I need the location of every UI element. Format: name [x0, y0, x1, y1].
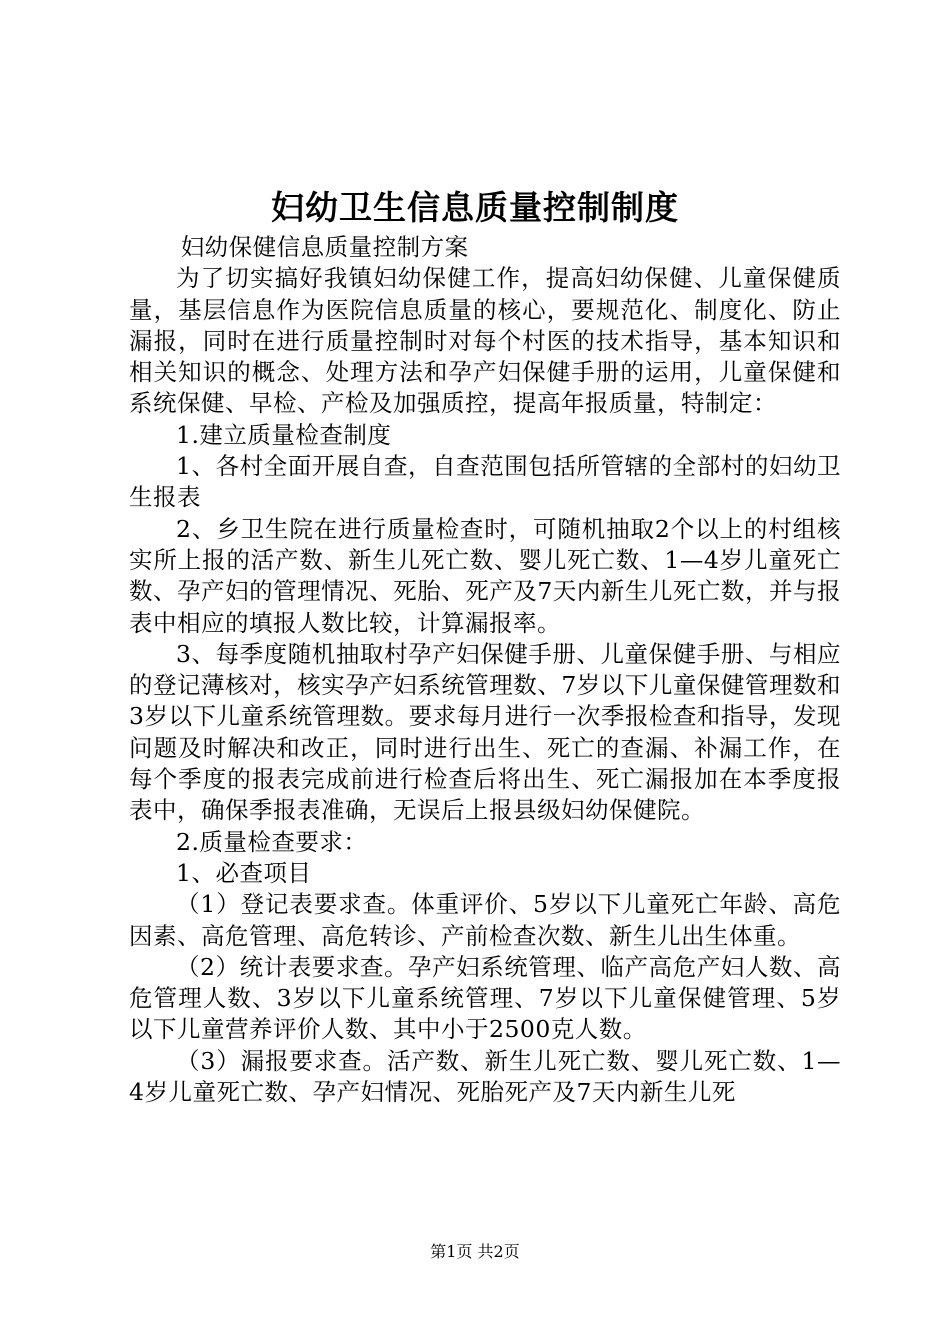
paragraph-required-items: 1、必查项目 [176, 858, 312, 887]
page-number: 第1页 共2页 [430, 1242, 520, 1261]
paragraph-item-3: 3、每季度随机抽取村孕产妇保健手册、儿童保健手册、与相应的登记薄核对，核实孕产妇系统管理数、7岁以下儿童保健管理数和3岁以下儿童系统管理数。要求每月进行一次季报检查和指导，发现问题及时解决和改正，同时进行出生、死亡的查漏、补漏工作，在每个季度的报表完成前进行检查后将出生、死亡漏报加在本季度报表中，确保季报表准确，无误后上报县级妇幼保健院。 [129, 639, 841, 825]
paragraph-item-2: 2、乡卫生院在进行质量检查时，可随机抽取2个以上的村组核实所上报的活产数、新生儿死亡数、婴儿死亡数、1—4岁儿童死亡数、孕产妇的管理情况、死胎、死产及7天内新生儿死亡数，并与报表中相应的填报人数比较，计算漏报率。 [129, 514, 841, 637]
paragraph-section-1-heading: 1.建立质量检查制度 [176, 420, 392, 449]
paragraph-subtitle: 妇幼保健信息质量控制方案 [180, 233, 469, 261]
document-title: 妇幼卫生信息质量控制制度 [271, 188, 679, 227]
paragraph-check-register: （1）登记表要求查。体重评价、5岁以下儿童死亡年龄、高危因素、高危管理、高危转诊、产前检查次数、新生儿出生体重。 [129, 890, 841, 950]
paragraph-item-1: 1、各村全面开展自查，自查范围包括所管辖的全部村的妇幼卫生报表 [129, 452, 841, 512]
document-body [129, 232, 841, 1108]
paragraph-intro: 为了切实搞好我镇妇幼保健工作，提高妇幼保健、儿童保健质量，基层信息作为医院信息质量的核心，要规范化、制度化、防止漏报，同时在进行质量控制时对每个村医的技术指导，基本知识和相关知识的概念、处理方法和孕产妇保健手册的运用，儿童保健和系统保健、早检、产检及加强质控，提高年报质量，特制定： [129, 264, 841, 418]
paragraph-check-omissions: （3）漏报要求查。活产数、新生儿死亡数、婴儿死亡数、1—4岁儿童死亡数、孕产妇情况、死胎死产及7天内新生儿死 [129, 1046, 841, 1107]
paragraph-check-statistics: （2）统计表要求查。孕产妇系统管理、临产高危产妇人数、高危管理人数、3岁以下儿童系统管理、7岁以下儿童保健管理、5岁以下儿童营养评价人数、其中小于2500克人数。 [129, 952, 841, 1044]
paragraph-section-2-heading: 2.质量检查要求： [176, 827, 368, 856]
